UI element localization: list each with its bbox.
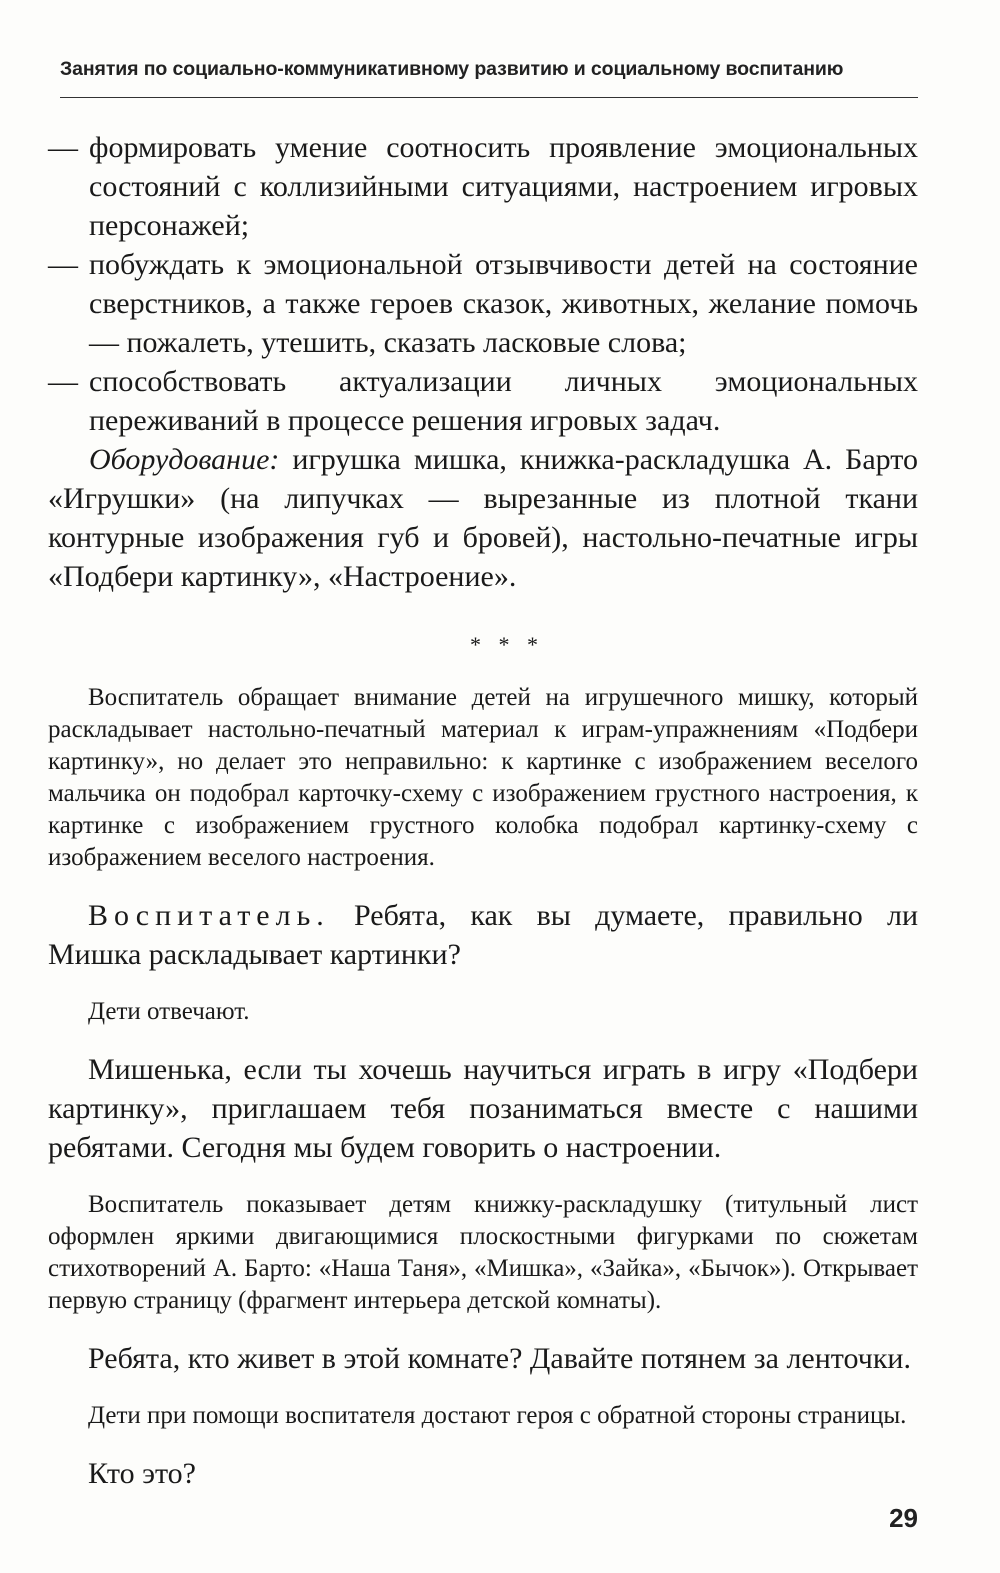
goal-item-3: [48, 362, 918, 440]
goal-text: формировать умение соотносить проявление эмоциональных состояний с коллизийными ситуациями, настроением игровых персонажей;: [89, 131, 918, 242]
page-body: [48, 128, 918, 1515]
page-number: 29: [889, 1503, 918, 1533]
goal-item-2: [48, 245, 918, 362]
narration-paragraph-3: Воспитатель показывает детям книжку-раскладушку (титульный лист оформлен яркими двигающимися плоскостными фигурками по сюжетам стихотворений А. Барто: «Наша Таня», «Мишка», «Зайка», «Бычок»). Открывает первую страницу (фрагмент интерьера детской комнаты).: [48, 1191, 918, 1314]
dialogue-text: Ребята, как вы думаете, правильно ли Мишка раскладывает картинки?: [48, 899, 918, 971]
goal-text: побуждать к эмоциональной отзывчивости детей на состояние сверстников, а также героев сказок, животных, желание помочь — пожалеть, утешить, сказать ласковые слова;: [89, 248, 918, 359]
dash-bullet: —: [48, 131, 78, 164]
narration-paragraph-2: Дети отвечают.: [88, 998, 250, 1025]
equipment-label: Оборудование:: [89, 443, 280, 476]
narration-paragraph-4: Дети при помощи воспитателя достают героя с обратной стороны страницы.: [88, 1402, 907, 1429]
section-separator: * * *: [470, 632, 544, 657]
equipment-text: игрушка мишка, книжка-раскладушка А. Барто «Игрушки» (на липучках — вырезанные из плотной ткани контурные изображения губ и бровей), настольно-печатные игры «Подбери картинку», «Настроение».: [48, 443, 918, 593]
dash-bullet: —: [48, 365, 78, 398]
running-header: Занятия по социально-коммуникативному развитию и социальному воспитанию: [60, 58, 844, 80]
dialogue-paragraph-4: Кто это?: [88, 1457, 196, 1490]
narration-paragraph-1: Воспитатель обращает внимание детей на игрушечного мишку, который раскладывает настольно-печатный материал к играм-упражнениям «Подбери картинку», но делает это неправильно: к картинке с изображением веселого мальчика он подобрал карточку-схему с изображением грустного настроения, к картинке с изображением грустного колобка подобрал картинку-схему с изображением веселого настроения.: [48, 684, 918, 871]
dialogue-paragraph-2: Мишенька, если ты хочешь научиться играть в игру «Подбери картинку», приглашаем тебя позаниматься вместе с нашими ребятами. Сегодня мы будем говорить о настроении.: [48, 1053, 918, 1164]
goal-text: способствовать актуализации личных эмоциональных переживаний в процессе решения игровых задач.: [89, 365, 918, 437]
header-rule: [60, 97, 918, 98]
equipment-paragraph: [48, 440, 918, 596]
dialogue-paragraph-3: Ребята, кто живет в этой комнате? Давайте потянем за ленточки.: [88, 1342, 911, 1375]
speaker-label: Воспитатель.: [88, 899, 330, 932]
goal-item-1: [48, 128, 918, 245]
dialogue-paragraph-1: [48, 896, 918, 974]
dash-bullet: —: [48, 248, 78, 281]
goals-list: [48, 128, 918, 440]
